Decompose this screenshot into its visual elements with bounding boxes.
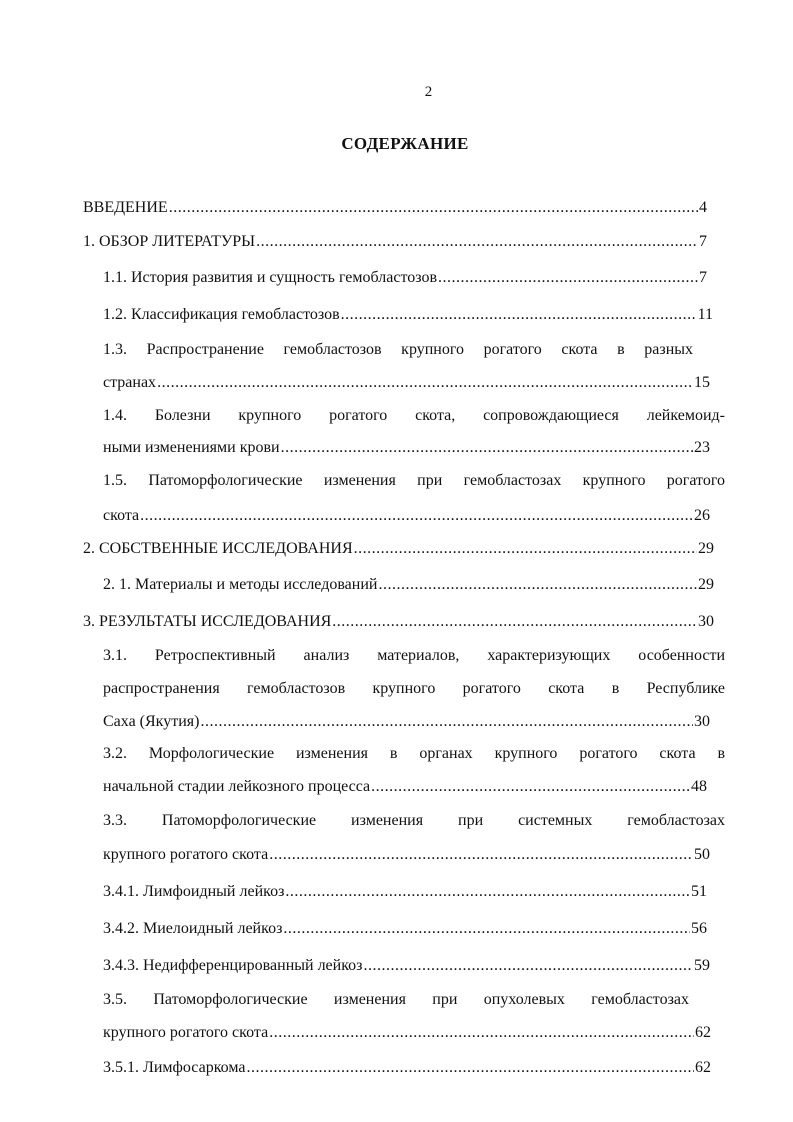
toc-entry-page: 59 <box>694 957 710 974</box>
toc-entry-1-5-line-1: 1.5. Патоморфологические изменения при гемобластозах крупного рогатого <box>103 472 725 489</box>
dot-leader <box>140 506 693 526</box>
toc-entry-2-1 <box>103 575 714 595</box>
page-number: 2 <box>424 84 433 100</box>
toc-entry-title: скота <box>103 507 140 524</box>
dot-leader <box>285 882 690 902</box>
toc-entry-3-4-3 <box>103 956 710 976</box>
toc-entry-3-5-1 <box>103 1058 711 1078</box>
toc-entry-title: 1.1. История развития и сущность гемобластозов <box>103 269 438 286</box>
toc-entry-page: 23 <box>694 439 710 456</box>
dot-leader <box>378 575 697 595</box>
toc-entry-page: 7 <box>699 269 707 286</box>
toc-entry-3-2-line-1: 3.2. Морфологические изменения в органах крупного рогатого скота в <box>103 745 725 762</box>
toc-entry-chapter-1 <box>83 232 707 252</box>
dot-leader <box>332 612 697 632</box>
dot-leader <box>438 268 698 288</box>
toc-entry-3-4-2 <box>103 919 707 939</box>
toc-entry-chapter-2 <box>83 539 714 559</box>
toc-entry-1-1 <box>103 268 707 288</box>
toc-entry-title: 3.4.3. Недифференцированный лейкоз <box>103 957 363 974</box>
toc-entry-page: 62 <box>695 1059 711 1076</box>
toc-entry-3-1-line-2: распространения гемобластозов крупного рогатого скота в Республике <box>103 680 725 697</box>
toc-entry-page: 56 <box>691 920 707 937</box>
toc-entry-title: странах <box>103 374 157 391</box>
toc-entry-introduction <box>83 198 707 218</box>
toc-entry-page: 62 <box>695 1024 711 1041</box>
dot-leader <box>354 539 697 559</box>
toc-entry-title: крупного рогатого скота <box>103 846 269 863</box>
toc-entry-1-5 <box>103 506 710 526</box>
toc-entry-page: 29 <box>698 540 714 557</box>
toc-entry-title: 1. ОБЗОР ЛИТЕРАТУРЫ <box>83 233 256 250</box>
toc-entry-page: 30 <box>694 713 710 730</box>
toc-entry-page: 7 <box>699 233 707 250</box>
toc-entry-chapter-3 <box>83 612 714 632</box>
toc-entry-page: 15 <box>694 374 710 391</box>
dot-leader <box>364 956 694 976</box>
toc-entry-3-4-1 <box>103 882 707 902</box>
toc-entry-3-1 <box>103 712 710 732</box>
toc-entry-page: 51 <box>691 883 707 900</box>
toc-entry-1-3 <box>103 373 710 393</box>
toc-entry-title: 3. РЕЗУЛЬТАТЫ ИССЛЕДОВАНИЯ <box>83 613 332 630</box>
toc-entry-3-3 <box>103 845 710 865</box>
toc-entry-title: начальной стадии лейкозного процесса <box>103 778 371 795</box>
dot-leader <box>246 1058 694 1078</box>
dot-leader <box>371 777 690 797</box>
dot-leader <box>283 919 690 939</box>
dot-leader <box>169 198 698 218</box>
toc-entry-page: 29 <box>698 576 714 593</box>
dot-leader <box>200 712 693 732</box>
toc-entry-1-4 <box>103 438 710 458</box>
page-title: СОДЕРЖАНИЕ <box>341 134 469 153</box>
toc-entry-1-2 <box>103 305 713 325</box>
dot-leader <box>269 1023 694 1043</box>
toc-entry-3-3-line-1: 3.3. Патоморфологические изменения при системных гемобластозах <box>103 812 725 829</box>
toc-entry-3-2 <box>103 777 707 797</box>
toc-entry-title: 3.5.1. Лимфосаркома <box>103 1059 246 1076</box>
toc-entry-page: 4 <box>699 199 707 216</box>
dot-leader <box>281 438 693 458</box>
toc-entry-page: 50 <box>694 846 710 863</box>
toc-entry-3-5-line-1: 3.5. Патоморфологические изменения при опухолевых гемобластозах <box>103 991 689 1008</box>
toc-entry-page: 11 <box>697 306 713 323</box>
dot-leader <box>341 305 697 325</box>
toc-entry-title: крупного рогатого скота <box>103 1024 269 1041</box>
dot-leader <box>256 232 698 252</box>
toc-entry-page: 26 <box>694 507 710 524</box>
toc-entry-title: Саха (Якутия) <box>103 713 200 730</box>
dot-leader <box>157 373 693 393</box>
toc-entry-page: 30 <box>698 613 714 630</box>
toc-entry-1-4-line-1: 1.4. Болезни крупного рогатого скота, сопровождающиеся лейкемоид- <box>103 407 725 424</box>
toc-entry-title: ными изменениями крови <box>103 439 280 456</box>
toc-entry-title: 2. СОБСТВЕННЫЕ ИССЛЕДОВАНИЯ <box>83 540 353 557</box>
toc-entry-page: 48 <box>691 778 707 795</box>
toc-entry-3-5 <box>103 1023 711 1043</box>
toc-entry-title: 3.4.2. Миелоидный лейкоз <box>103 920 283 937</box>
dot-leader <box>269 845 693 865</box>
toc-entry-title: 2. 1. Материалы и методы исследований <box>103 576 378 593</box>
toc-entry-1-3-line-1: 1.3. Распространение гемобластозов крупного рогатого скота в разных <box>103 341 693 358</box>
toc-entry-3-1-line-1: 3.1. Ретроспективный анализ материалов, характеризующих особенности <box>103 647 725 664</box>
toc-entry-title: ВВЕДЕНИЕ <box>83 199 168 216</box>
toc-entry-title: 1.2. Классификация гемобластозов <box>103 306 340 323</box>
toc-entry-title: 3.4.1. Лимфоидный лейкоз <box>103 883 285 900</box>
